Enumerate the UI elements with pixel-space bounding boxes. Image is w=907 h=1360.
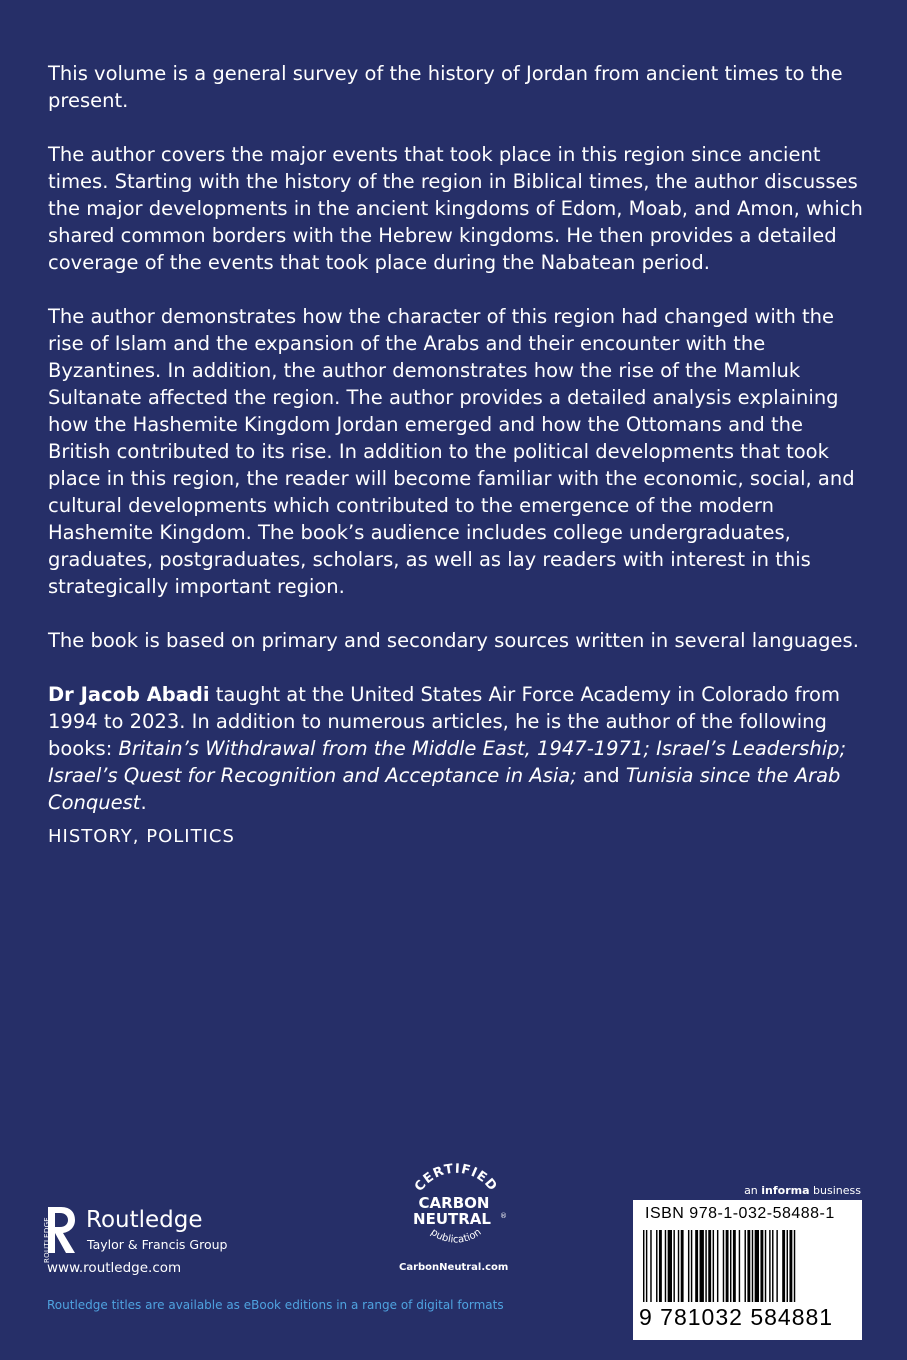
- blurb-paragraph-3: The author demonstrates how the character of this region had changed with the rise of Islam and the expansion of the Arabs and their encounter with the Byzantines. In addition, the author demonstrates how the rise of the Mamluk Sultanate affected the region. The author provides a detailed analysis explaining how the Hashemite Kingdom Jordan emerged and how the Ottomans and the British contributed to its rise. In addition to the political developments that took place in this region, the reader will become familiar with the economic, social, and cultural developments which contributed to the emergence of the modern Hashemite Kingdom. The book’s audience includes college undergraduates, graduates, postgraduates, scholars, as well as lay readers with interest in this strategically important region.: [48, 305, 855, 598]
- neutral-text: NEUTRAL: [413, 1210, 491, 1228]
- registered-mark: ®: [500, 1212, 507, 1220]
- publisher-name: Routledge: [86, 1207, 203, 1233]
- carbon-neutral-logo: [396, 1158, 516, 1278]
- routledge-vertical-text: ROUTLEDGE: [43, 1216, 51, 1263]
- carbon-text: CARBON: [418, 1194, 490, 1212]
- barcode-digits: 9 781032 584881: [639, 1304, 834, 1330]
- barcode-bars: [643, 1230, 853, 1308]
- barcode-bar: [772, 1230, 773, 1302]
- author-name: Dr Jacob Abadi: [48, 683, 210, 706]
- back-cover-text: [48, 60, 868, 843]
- barcode-bar: [755, 1230, 759, 1302]
- informa-prefix: an: [744, 1184, 762, 1197]
- informa-tagline: [744, 1184, 861, 1197]
- carbon-neutral-url: CarbonNeutral.com: [399, 1262, 509, 1273]
- barcode-bar: [739, 1230, 740, 1302]
- isbn-barcode: [633, 1200, 862, 1340]
- barcode-bar: [665, 1230, 666, 1302]
- author-bio-text: taught at the United States Air Force Academy in Colorado from 1994 to 2023. In addition to numerous articles, he is the author of the following books:: [48, 683, 840, 760]
- barcode-bar: [695, 1230, 698, 1302]
- barcode-bar: [659, 1230, 662, 1302]
- barcode-bar: [787, 1230, 788, 1302]
- barcode-bar: [769, 1230, 770, 1302]
- barcode-bar: [673, 1230, 674, 1302]
- informa-brand: informa: [761, 1184, 810, 1197]
- barcode-bar: [688, 1230, 689, 1302]
- barcode-bar: [789, 1230, 792, 1302]
- author-bio-and: and: [576, 764, 626, 787]
- barcode-bar: [733, 1230, 736, 1302]
- barcode-bar: [776, 1230, 777, 1302]
- ebook-note: Routledge titles are available as eBook editions in a range of digital formats: [47, 1298, 504, 1312]
- barcode-bar: [794, 1230, 795, 1302]
- author-bio-end: .: [140, 791, 147, 814]
- barcode-bar: [646, 1230, 647, 1302]
- author-books-list: Britain’s Withdrawal from the Middle East, 1947-1971; Israel’s Leadership; Israel’s Quest for Recognition and Acceptance in Asia;: [48, 737, 847, 787]
- svg-text:CERTIFIED: [412, 1162, 500, 1195]
- barcode-bar: [745, 1230, 746, 1302]
- barcode-bar: [765, 1230, 766, 1302]
- subject-category: HISTORY, POLITICS: [48, 826, 235, 847]
- barcode-bar: [723, 1230, 724, 1302]
- publisher-url[interactable]: www.routledge.com: [47, 1260, 182, 1276]
- carbon-certified-text: CERTIFIED: [411, 1161, 501, 1195]
- carbon-neutral-badge-icon: [396, 1158, 516, 1262]
- barcode-bar: [691, 1230, 692, 1302]
- barcode-bar: [700, 1230, 704, 1302]
- svg-text:publication: [429, 1227, 484, 1246]
- informa-suffix: business: [809, 1184, 861, 1197]
- barcode-bar: [656, 1230, 657, 1302]
- barcode-bar: [668, 1230, 672, 1302]
- blurb-paragraph-2: The author covers the major events that took place in this region since ancient times. Starting with the history of the region in Biblical times, the author discusses the major developments in the ancient kingdoms of Edom, Moab, and Amon, which shared common borders with the Hebrew kingdoms. He then provides a detailed coverage of the events that took place during the Nabatean period.: [48, 143, 863, 274]
- barcode-bar: [782, 1230, 785, 1302]
- barcode-bar: [752, 1230, 753, 1302]
- barcode-bar: [717, 1230, 718, 1302]
- barcode-bar: [678, 1230, 679, 1302]
- barcode-bar: [705, 1230, 706, 1302]
- barcode-bar: [726, 1230, 729, 1302]
- barcode-bar: [643, 1230, 644, 1302]
- barcode-bar: [747, 1230, 750, 1302]
- carbon-publication-text: publication: [428, 1226, 484, 1246]
- barcode-bar: [730, 1230, 731, 1302]
- blurb-paragraph-1: This volume is a general survey of the history of Jordan from ancient times to the present.: [48, 62, 843, 112]
- barcode-bar: [708, 1230, 711, 1302]
- blurb-paragraph-4: The book is based on primary and secondary sources written in several languages.: [48, 629, 859, 652]
- author-book-tunisia: Tunisia since the Arab Conquest: [48, 764, 841, 814]
- barcode-bar: [760, 1230, 763, 1302]
- barcode-bar: [681, 1230, 684, 1302]
- isbn-text: ISBN 978-1-032-58488-1: [645, 1205, 835, 1222]
- barcode-bar: [713, 1230, 714, 1302]
- publisher-group: Taylor & Francis Group: [87, 1237, 228, 1252]
- barcode-bar: [650, 1230, 651, 1302]
- author-bio: [48, 681, 868, 816]
